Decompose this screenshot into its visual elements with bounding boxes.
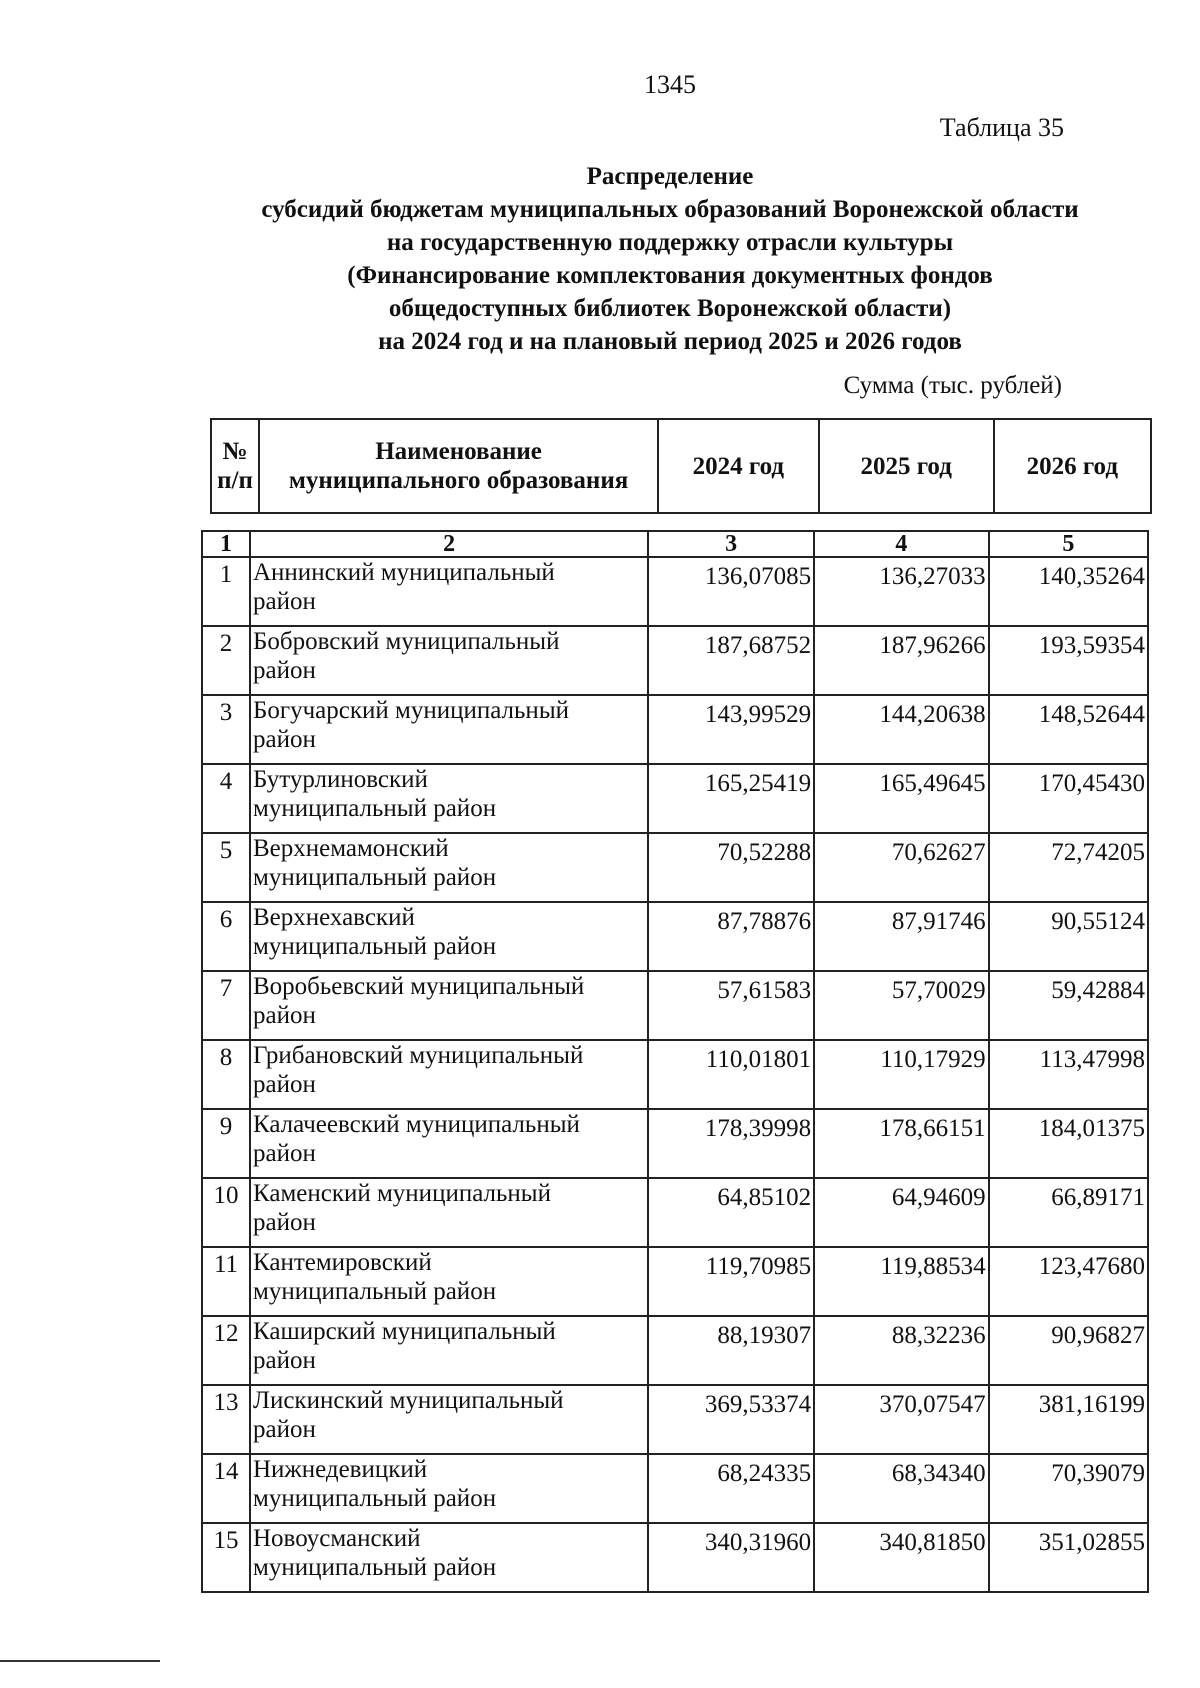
value-2025: 340,81850 — [814, 1523, 989, 1592]
municipality-name-line2: муниципальный район — [253, 795, 497, 822]
value-2025: 136,27033 — [814, 557, 989, 626]
document-title — [210, 160, 1130, 358]
table-row — [202, 626, 1148, 695]
value-2024: 165,25419 — [648, 764, 814, 833]
municipality-name-line1: Каширский муниципальный — [253, 1318, 556, 1345]
value-2025: 70,62627 — [814, 833, 989, 902]
municipality-name — [250, 1523, 648, 1592]
header-number — [211, 419, 259, 513]
table-header — [210, 418, 1152, 514]
municipality-name-line2: район — [253, 1071, 316, 1098]
value-2026: 140,35264 — [989, 557, 1148, 626]
row-number: 13 — [202, 1385, 250, 1454]
row-number: 5 — [202, 833, 250, 902]
municipality-name — [250, 1109, 648, 1178]
table-label: Таблица 35 — [939, 113, 1064, 142]
value-2026: 170,45430 — [989, 764, 1148, 833]
value-2025: 144,20638 — [814, 695, 989, 764]
table-row — [202, 971, 1148, 1040]
municipality-name-line2: район — [253, 726, 316, 753]
municipality-name — [250, 1454, 648, 1523]
table-row — [202, 764, 1148, 833]
municipality-name-line1: Аннинский муниципальный — [253, 559, 555, 586]
row-number: 14 — [202, 1454, 250, 1523]
value-2025: 165,49645 — [814, 764, 989, 833]
row-number: 6 — [202, 902, 250, 971]
table-row — [202, 902, 1148, 971]
title-line: на государственную поддержку отрасли культуры — [386, 229, 954, 256]
municipality-name-line2: район — [253, 657, 316, 684]
value-2024: 119,70985 — [648, 1247, 814, 1316]
header-name-line2: муниципального образования — [288, 467, 629, 494]
header-2025: 2025 год — [819, 419, 994, 513]
municipality-name-line1: Верхнехавский — [253, 904, 415, 931]
value-2026: 381,16199 — [989, 1385, 1148, 1454]
column-number: 1 — [202, 531, 250, 557]
page-number: 1345 — [644, 70, 696, 99]
municipality-name-line1: Каменский муниципальный — [253, 1180, 551, 1207]
municipality-name — [250, 1040, 648, 1109]
row-number: 4 — [202, 764, 250, 833]
title-line: на 2024 год и на плановый период 2025 и 2026 годов — [378, 328, 962, 355]
municipality-name-line2: район — [253, 1209, 316, 1236]
value-2026: 70,39079 — [989, 1454, 1148, 1523]
table-row — [202, 1385, 1148, 1454]
municipality-name-line2: район — [253, 1347, 316, 1374]
value-2024: 340,31960 — [648, 1523, 814, 1592]
row-number: 3 — [202, 695, 250, 764]
value-2026: 90,96827 — [989, 1316, 1148, 1385]
header-number-abbr: п/п — [217, 467, 253, 494]
value-2026: 351,02855 — [989, 1523, 1148, 1592]
table-row — [202, 1247, 1148, 1316]
table-row — [202, 1040, 1148, 1109]
value-2025: 64,94609 — [814, 1178, 989, 1247]
value-2026: 193,59354 — [989, 626, 1148, 695]
value-2026: 184,01375 — [989, 1109, 1148, 1178]
value-2026: 72,74205 — [989, 833, 1148, 902]
municipality-name — [250, 626, 648, 695]
value-2024: 88,19307 — [648, 1316, 814, 1385]
header-2026: 2026 год — [994, 419, 1151, 513]
value-2024: 187,68752 — [648, 626, 814, 695]
column-number: 2 — [250, 531, 648, 557]
row-number: 2 — [202, 626, 250, 695]
municipality-name — [250, 1385, 648, 1454]
footnote-rule — [0, 1660, 160, 1662]
municipality-name-line2: муниципальный район — [253, 1485, 497, 1512]
value-2025: 370,07547 — [814, 1385, 989, 1454]
table-row — [202, 1316, 1148, 1385]
value-2026: 148,52644 — [989, 695, 1148, 764]
municipality-name — [250, 764, 648, 833]
municipality-name-line2: район — [253, 1416, 316, 1443]
table-row — [202, 695, 1148, 764]
value-2024: 87,78876 — [648, 902, 814, 971]
value-2024: 136,07085 — [648, 557, 814, 626]
row-number: 8 — [202, 1040, 250, 1109]
municipality-name — [250, 1247, 648, 1316]
value-2025: 88,32236 — [814, 1316, 989, 1385]
municipality-name-line1: Новоусманский — [253, 1525, 421, 1552]
row-number: 11 — [202, 1247, 250, 1316]
municipality-name-line1: Лискинский муниципальный — [253, 1387, 564, 1414]
header-name — [259, 419, 658, 513]
row-number: 10 — [202, 1178, 250, 1247]
value-2024: 143,99529 — [648, 695, 814, 764]
title-line: субсидий бюджетам муниципальных образований Воронежской области — [261, 196, 1079, 223]
value-2025: 110,17929 — [814, 1040, 989, 1109]
municipality-name-line1: Бобровский муниципальный — [253, 628, 560, 655]
municipality-name-line2: муниципальный район — [253, 933, 497, 960]
title-line: (Финансирование комплектования документных фондов — [347, 262, 993, 289]
municipality-name-line1: Верхнемамонский — [253, 835, 449, 862]
row-number: 12 — [202, 1316, 250, 1385]
municipality-name — [250, 1178, 648, 1247]
municipality-name-line2: район — [253, 1002, 316, 1029]
table-row — [202, 1109, 1148, 1178]
municipality-name-line2: район — [253, 588, 316, 615]
value-2024: 178,39998 — [648, 1109, 814, 1178]
value-2024: 70,52288 — [648, 833, 814, 902]
municipality-name — [250, 1316, 648, 1385]
value-2025: 178,66151 — [814, 1109, 989, 1178]
table-row — [202, 557, 1148, 626]
value-2026: 113,47998 — [989, 1040, 1148, 1109]
value-2025: 187,96266 — [814, 626, 989, 695]
column-number-row — [202, 531, 1148, 557]
value-2025: 87,91746 — [814, 902, 989, 971]
municipality-name — [250, 902, 648, 971]
column-number: 4 — [814, 531, 989, 557]
value-2025: 68,34340 — [814, 1454, 989, 1523]
table-row — [202, 1523, 1148, 1592]
header-number-symbol: № — [222, 438, 248, 465]
header-name-line1: Наименование — [375, 438, 542, 465]
municipality-name-line2: район — [253, 1140, 316, 1167]
municipality-name — [250, 695, 648, 764]
column-number: 3 — [648, 531, 814, 557]
title-line: Распределение — [586, 163, 754, 190]
municipality-name — [250, 971, 648, 1040]
municipality-name-line1: Грибановский муниципальный — [253, 1042, 584, 1069]
value-2024: 68,24335 — [648, 1454, 814, 1523]
municipality-name-line1: Богучарский муниципальный — [253, 697, 569, 724]
value-2026: 66,89171 — [989, 1178, 1148, 1247]
title-line: общедоступных библиотек Воронежской области) — [388, 295, 952, 322]
value-2024: 64,85102 — [648, 1178, 814, 1247]
header-row — [211, 419, 1151, 513]
value-2024: 369,53374 — [648, 1385, 814, 1454]
value-2026: 90,55124 — [989, 902, 1148, 971]
header-2024: 2024 год — [658, 419, 819, 513]
data-table — [201, 530, 1149, 1593]
value-2026: 123,47680 — [989, 1247, 1148, 1316]
value-2025: 119,88534 — [814, 1247, 989, 1316]
table-row — [202, 1178, 1148, 1247]
units-caption: Сумма (тыс. рублей) — [843, 372, 1062, 399]
municipality-name-line1: Нижнедевицкий — [253, 1456, 428, 1483]
municipality-name-line1: Воробьевский муниципальный — [253, 973, 585, 1000]
column-number: 5 — [989, 531, 1148, 557]
value-2024: 110,01801 — [648, 1040, 814, 1109]
table-row — [202, 833, 1148, 902]
municipality-name-line1: Бутурлиновский — [253, 766, 428, 793]
municipality-name-line1: Калачеевский муниципальный — [253, 1111, 580, 1138]
row-number: 7 — [202, 971, 250, 1040]
municipality-name-line2: муниципальный район — [253, 1554, 497, 1581]
municipality-name-line1: Кантемировский — [253, 1249, 432, 1276]
row-number: 15 — [202, 1523, 250, 1592]
municipality-name — [250, 833, 648, 902]
municipality-name-line2: муниципальный район — [253, 864, 497, 891]
value-2024: 57,61583 — [648, 971, 814, 1040]
table-row — [202, 1454, 1148, 1523]
municipality-name-line2: муниципальный район — [253, 1278, 497, 1305]
municipality-name — [250, 557, 648, 626]
value-2025: 57,70029 — [814, 971, 989, 1040]
row-number: 9 — [202, 1109, 250, 1178]
row-number: 1 — [202, 557, 250, 626]
value-2026: 59,42884 — [989, 971, 1148, 1040]
